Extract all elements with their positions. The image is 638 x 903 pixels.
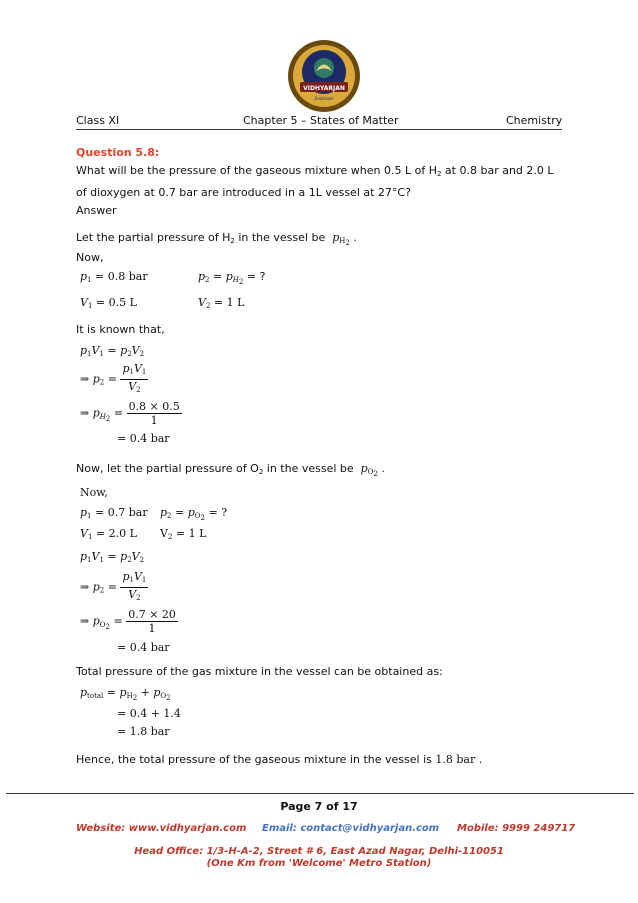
p2-formula-b: ⇒ $p_2$ = $\frac{p_1V_1}{V_2}$ <box>80 570 147 602</box>
question-text-line1: What will be the pressure of the gaseous mixture when 0.5 L of $H_2$ at 0.8 bar and 2.0 L <box>76 164 554 178</box>
total-formula: $p_{total} = p_{H_2} + p_{O_2}$ <box>80 686 171 702</box>
known-label: It is known that, <box>76 323 165 336</box>
v1-b: $V_1 = 2.0$ L <box>80 527 137 541</box>
boyle-law-a: $p_1V_1 = p_2V_2$ <box>80 344 145 358</box>
partial-o2-line: Now, let the partial pressure of $O_2$ in the vessel be $p_{O_2}$ . <box>76 462 385 478</box>
p2-formula-a: ⇒ $p_2$ = $\frac{p_1V_1}{V_2}$ <box>80 362 147 394</box>
p1-b: $p_1 = 0.7$ bar <box>80 506 148 520</box>
answer-label: Answer <box>76 204 117 217</box>
partial-h2-line: Let the partial pressure of $H_2$ in the vessel be $p_{H_2}$ . <box>76 231 357 247</box>
p2-b: $p_2 = p_{O_2}$ = ? <box>160 506 228 522</box>
page-number: Page 7 of 17 <box>280 800 358 813</box>
footer-office: Head Office: 1/3-H-A-2, Street # 6, East Azad Nagar, Delhi-110051 <box>134 846 504 857</box>
svg-text:Institute: Institute <box>314 97 334 102</box>
p-o2-result: = 0.4 bar <box>117 641 170 654</box>
header-chapter: Chapter 5 – States of Matter <box>243 114 399 127</box>
header-divider <box>76 129 562 130</box>
footer-email[interactable]: Email: contact@vidhyarjan.com <box>262 823 440 834</box>
v1-a: $V_1 = 0.5$ L <box>80 296 137 310</box>
total-line: Total pressure of the gas mixture in the vessel can be obtained as: <box>76 665 443 678</box>
footer-landmark: (One Km from 'Welcome' Metro Station) <box>206 858 432 869</box>
footer-mobile: Mobile: 9999 249717 <box>457 823 576 834</box>
institute-logo <box>286 38 362 114</box>
p-h2-symbol: $p_{H_2}$ <box>332 231 350 247</box>
p-o2-symbol: $p_{O_2}$ <box>360 462 378 478</box>
p1-a: $p_1 = 0.8$ bar <box>80 270 148 284</box>
header-subject: Chemistry <box>506 114 563 127</box>
footer-divider <box>6 793 634 794</box>
header-class: Class XI <box>76 114 120 127</box>
total-step2: = 1.8 bar <box>117 725 170 738</box>
now-label-b: Now, <box>80 486 108 499</box>
boyle-law-b: $p_1V_1 = p_2V_2$ <box>80 550 145 564</box>
p-h2-calc: ⇒ $p_{H_2}$ = $\frac{0.8 \times 0.5}{1}$ <box>80 400 180 427</box>
total-step1: = 0.4 + 1.4 <box>117 707 181 720</box>
p-h2-result: = 0.4 bar <box>117 432 170 445</box>
p2-a: $p_2 = p_{H_2}$ = ? <box>198 270 266 286</box>
p-o2-calc: ⇒ $p_{O_2}$ = $\frac{0.7 \times 20}{1}$ <box>80 608 176 635</box>
now-label: Now, <box>76 251 104 264</box>
v2-a: $V_2 = 1$ L <box>198 296 245 310</box>
question-label: Question 5.8: <box>76 146 160 159</box>
question-text-line2: of dioxygen at 0.7 bar are introduced in a 1L vessel at 27°C? <box>76 186 411 199</box>
v2-b: $V_2 = 1$ L <box>160 527 207 541</box>
footer-website[interactable]: Website: www.vidhyarjan.com <box>76 823 247 834</box>
svg-text:VIDHYARJAN: VIDHYARJAN <box>303 85 345 92</box>
hence-line: Hence, the total pressure of the gaseous mixture in the vessel is 1.8 bar . <box>76 753 483 766</box>
